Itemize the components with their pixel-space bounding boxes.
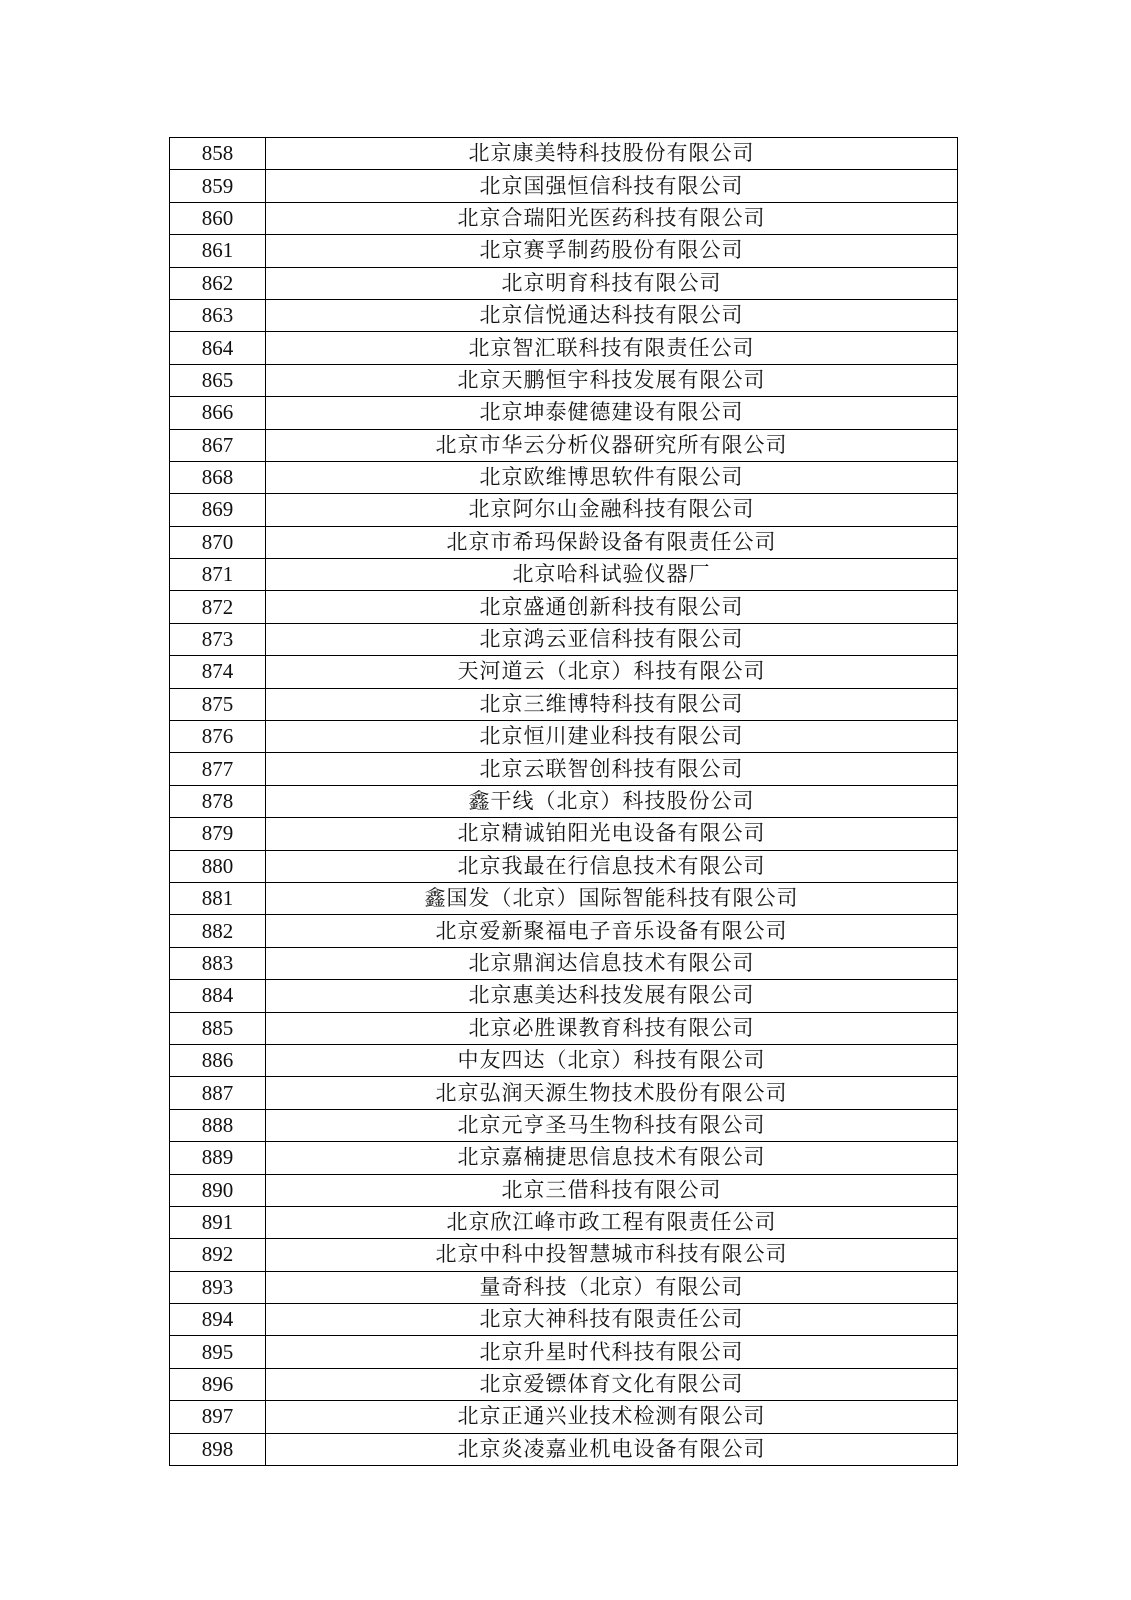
row-number-cell: 893 <box>170 1271 266 1303</box>
company-name-cell: 北京正通兴业技术检测有限公司 <box>266 1401 958 1433</box>
company-name-cell: 北京欣江峰市政工程有限责任公司 <box>266 1206 958 1238</box>
row-number-cell: 890 <box>170 1174 266 1206</box>
company-name-cell: 北京鼎润达信息技术有限公司 <box>266 947 958 979</box>
company-name-cell: 北京市希玛保龄设备有限责任公司 <box>266 526 958 558</box>
row-number-cell: 873 <box>170 623 266 655</box>
row-number-cell: 879 <box>170 818 266 850</box>
table-row <box>170 526 958 558</box>
row-number-cell: 871 <box>170 559 266 591</box>
row-number-cell: 865 <box>170 364 266 396</box>
table-row <box>170 721 958 753</box>
row-number-cell: 885 <box>170 1012 266 1044</box>
table-row <box>170 1239 958 1271</box>
table-row <box>170 688 958 720</box>
table-row <box>170 267 958 299</box>
row-number-cell: 892 <box>170 1239 266 1271</box>
row-number-cell: 864 <box>170 332 266 364</box>
row-number-cell: 858 <box>170 138 266 170</box>
table-row <box>170 1109 958 1141</box>
company-name-cell: 北京云联智创科技有限公司 <box>266 753 958 785</box>
row-number-cell: 883 <box>170 947 266 979</box>
company-name-cell: 北京炎凌嘉业机电设备有限公司 <box>266 1433 958 1465</box>
company-list-table <box>169 137 958 1466</box>
table-row <box>170 980 958 1012</box>
table-row <box>170 1304 958 1336</box>
company-name-cell: 北京升星时代科技有限公司 <box>266 1336 958 1368</box>
table-row <box>170 138 958 170</box>
table-row <box>170 1271 958 1303</box>
company-name-cell: 北京明育科技有限公司 <box>266 267 958 299</box>
company-name-cell: 北京坤泰健德建设有限公司 <box>266 397 958 429</box>
table-row <box>170 947 958 979</box>
company-name-cell: 北京弘润天源生物技术股份有限公司 <box>266 1077 958 1109</box>
company-name-cell: 量奇科技（北京）有限公司 <box>266 1271 958 1303</box>
table-row <box>170 1368 958 1400</box>
row-number-cell: 891 <box>170 1206 266 1238</box>
table-body <box>170 138 958 1466</box>
table-row <box>170 623 958 655</box>
table-row <box>170 1433 958 1465</box>
company-name-cell: 天河道云（北京）科技有限公司 <box>266 656 958 688</box>
company-name-cell: 北京天鹏恒宇科技发展有限公司 <box>266 364 958 396</box>
company-name-cell: 北京信悦通达科技有限公司 <box>266 299 958 331</box>
table-row <box>170 202 958 234</box>
table-row <box>170 850 958 882</box>
row-number-cell: 859 <box>170 170 266 202</box>
row-number-cell: 896 <box>170 1368 266 1400</box>
row-number-cell: 888 <box>170 1109 266 1141</box>
table-row <box>170 235 958 267</box>
company-name-cell: 北京市华云分析仪器研究所有限公司 <box>266 429 958 461</box>
company-name-cell: 北京国强恒信科技有限公司 <box>266 170 958 202</box>
table-row <box>170 1077 958 1109</box>
row-number-cell: 876 <box>170 721 266 753</box>
company-name-cell: 鑫干线（北京）科技股份公司 <box>266 785 958 817</box>
row-number-cell: 860 <box>170 202 266 234</box>
company-name-cell: 北京哈科试验仪器厂 <box>266 559 958 591</box>
row-number-cell: 863 <box>170 299 266 331</box>
company-name-cell: 北京爱镖体育文化有限公司 <box>266 1368 958 1400</box>
table-row <box>170 170 958 202</box>
row-number-cell: 884 <box>170 980 266 1012</box>
row-number-cell: 870 <box>170 526 266 558</box>
table-row <box>170 915 958 947</box>
row-number-cell: 887 <box>170 1077 266 1109</box>
table-row <box>170 1174 958 1206</box>
row-number-cell: 867 <box>170 429 266 461</box>
table-row <box>170 397 958 429</box>
row-number-cell: 861 <box>170 235 266 267</box>
table-row <box>170 429 958 461</box>
company-name-cell: 北京我最在行信息技术有限公司 <box>266 850 958 882</box>
table-row <box>170 332 958 364</box>
table-row <box>170 364 958 396</box>
company-name-cell: 北京中科中投智慧城市科技有限公司 <box>266 1239 958 1271</box>
row-number-cell: 868 <box>170 461 266 493</box>
company-name-cell: 北京惠美达科技发展有限公司 <box>266 980 958 1012</box>
company-name-cell: 北京鸿云亚信科技有限公司 <box>266 623 958 655</box>
row-number-cell: 886 <box>170 1044 266 1076</box>
company-name-cell: 北京嘉楠捷思信息技术有限公司 <box>266 1142 958 1174</box>
row-number-cell: 897 <box>170 1401 266 1433</box>
table-row <box>170 559 958 591</box>
row-number-cell: 872 <box>170 591 266 623</box>
company-name-cell: 北京康美特科技股份有限公司 <box>266 138 958 170</box>
company-name-cell: 北京合瑞阳光医药科技有限公司 <box>266 202 958 234</box>
table-row <box>170 785 958 817</box>
company-name-cell: 北京精诚铂阳光电设备有限公司 <box>266 818 958 850</box>
row-number-cell: 866 <box>170 397 266 429</box>
table-row <box>170 882 958 914</box>
row-number-cell: 898 <box>170 1433 266 1465</box>
table-row <box>170 1044 958 1076</box>
row-number-cell: 881 <box>170 882 266 914</box>
table-row <box>170 818 958 850</box>
table-row <box>170 1401 958 1433</box>
table-row <box>170 461 958 493</box>
table-row <box>170 1206 958 1238</box>
company-name-cell: 北京三借科技有限公司 <box>266 1174 958 1206</box>
table-row <box>170 591 958 623</box>
company-name-cell: 北京爱新聚福电子音乐设备有限公司 <box>266 915 958 947</box>
row-number-cell: 882 <box>170 915 266 947</box>
company-name-cell: 北京必胜课教育科技有限公司 <box>266 1012 958 1044</box>
row-number-cell: 877 <box>170 753 266 785</box>
company-name-cell: 中友四达（北京）科技有限公司 <box>266 1044 958 1076</box>
table-row <box>170 1336 958 1368</box>
table-row <box>170 656 958 688</box>
row-number-cell: 878 <box>170 785 266 817</box>
row-number-cell: 862 <box>170 267 266 299</box>
company-name-cell: 北京阿尔山金融科技有限公司 <box>266 494 958 526</box>
row-number-cell: 874 <box>170 656 266 688</box>
company-name-cell: 北京元亨圣马生物科技有限公司 <box>266 1109 958 1141</box>
row-number-cell: 875 <box>170 688 266 720</box>
company-name-cell: 北京恒川建业科技有限公司 <box>266 721 958 753</box>
table-row <box>170 1142 958 1174</box>
row-number-cell: 889 <box>170 1142 266 1174</box>
company-name-cell: 鑫国发（北京）国际智能科技有限公司 <box>266 882 958 914</box>
company-name-cell: 北京欧维博思软件有限公司 <box>266 461 958 493</box>
table-row <box>170 299 958 331</box>
company-name-cell: 北京三维博特科技有限公司 <box>266 688 958 720</box>
company-name-cell: 北京智汇联科技有限责任公司 <box>266 332 958 364</box>
company-name-cell: 北京大神科技有限责任公司 <box>266 1304 958 1336</box>
row-number-cell: 894 <box>170 1304 266 1336</box>
table-row <box>170 753 958 785</box>
row-number-cell: 880 <box>170 850 266 882</box>
row-number-cell: 869 <box>170 494 266 526</box>
company-name-cell: 北京赛孚制药股份有限公司 <box>266 235 958 267</box>
table-row <box>170 1012 958 1044</box>
table-row <box>170 494 958 526</box>
company-name-cell: 北京盛通创新科技有限公司 <box>266 591 958 623</box>
row-number-cell: 895 <box>170 1336 266 1368</box>
